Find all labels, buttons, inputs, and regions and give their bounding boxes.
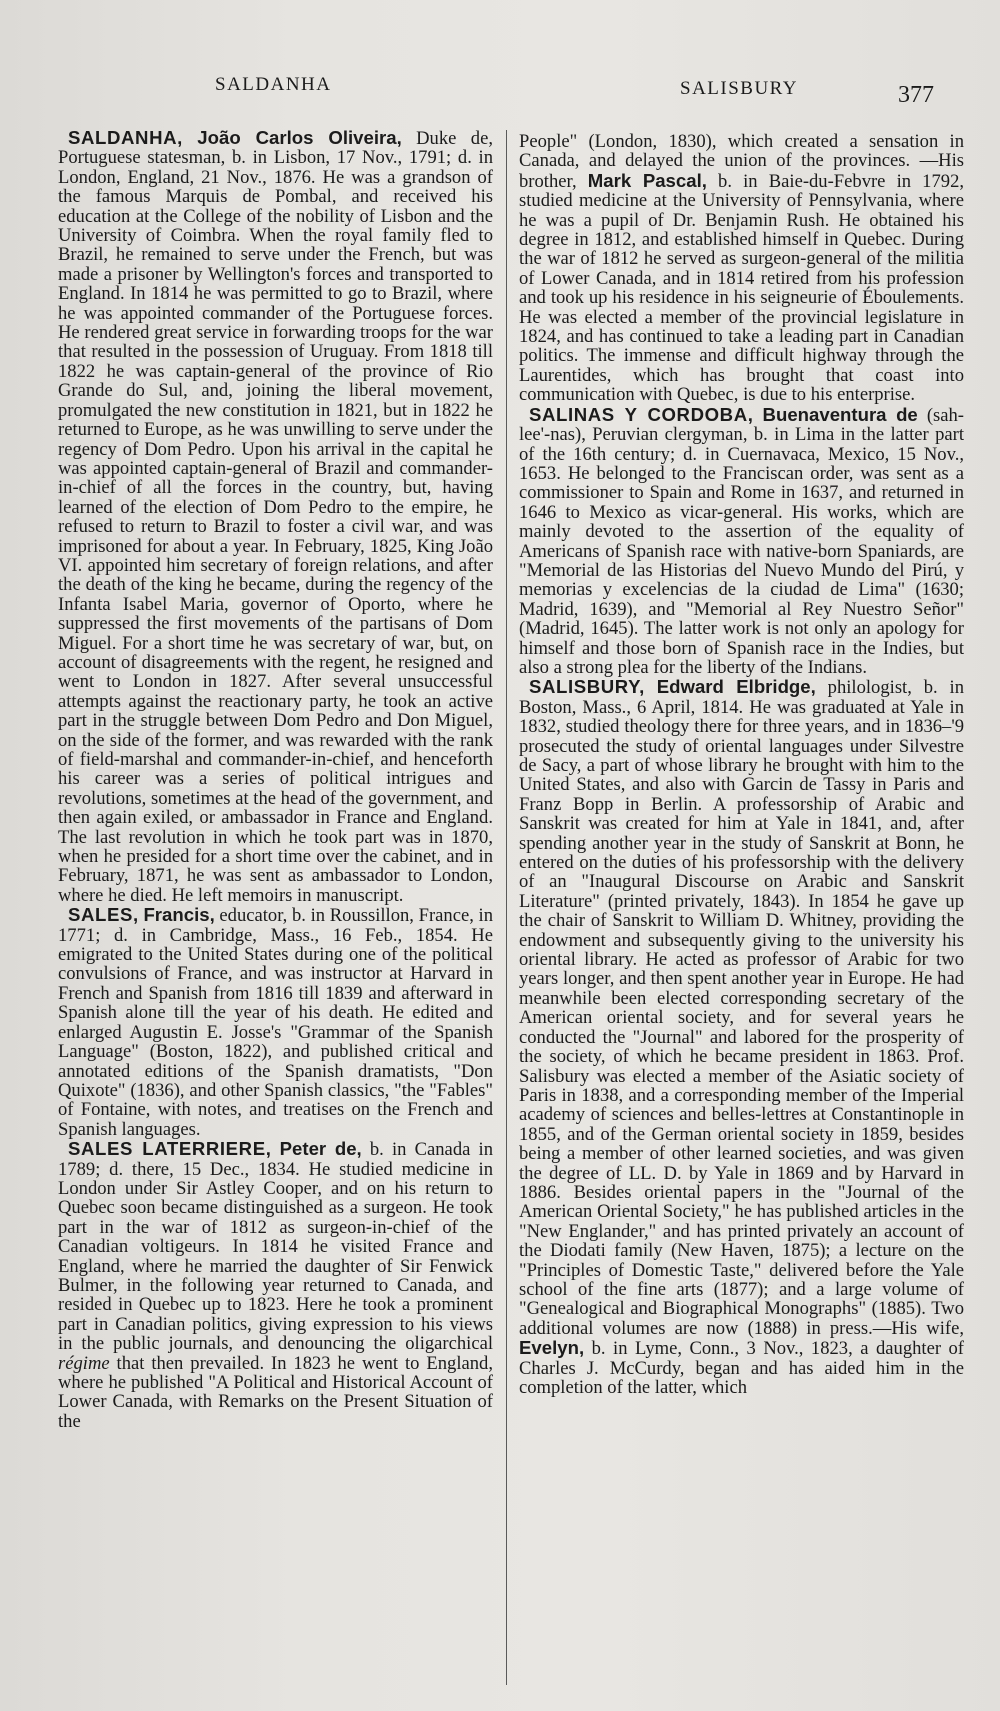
forename-salisbury: Edward Elbridge,	[656, 676, 816, 698]
forename-saldanha: João Carlos Oliveira,	[197, 127, 402, 148]
text-salisbury-1: philologist, b. in Boston, Mass., 6 April, 1814. He was graduated at Yale in 1832, studied theology there for three years, and in 1836–'9 prosecuted the study of oriental languages under Silvestre de Sacy, a part of whose library he brought with him to the United States, and also with Garcin de Tassy in Paris and Franz Bopp in Berlin. A professorship of Arabic and Sanskrit was created for him at Yale in 1841, and, after spending another year in the study of Sanskrit at Bonn, he entered on the duties of his professorship with the delivery of an "Inaugural Discourse on Arabic and Sanskrit Literature" (printed privately, 1843). In 1854 he gave up the chair of Sanskrit to William D. Whitney, providing the endowment and subsequently giving to the university his oriental library. He acted as professor of Arabic for two years longer, and then spent another year in Europe. He had meanwhile been elected corresponding secretary of the American oriental society, and for several years he conducted the "Journal" and labored for the prosperity of the society, of which he became president in 1863. Prof. Salisbury was elected a member of the Asiatic society of Paris in 1838, and a corresponding member of the Imperial academy of sciences and belles-lettres at Constantinople in 1855, and of the German oriental society in 1859, besides being a member of other learned societies, and was given the degree of LL. D. by Yale in 1869 and by Harvard in 1886. Besides oriental papers in the "Journal of the American Oriental Society," he has published articles in the "New Englander," and has printed privately an account of the Diodati family (New Haven, 1875); a lecture on the "Principles of Domestic Taste," delivered before the Yale school of the fine arts (1877); and a large volume of "Genealogical and Biographical Monographs" (1885). Two additional volumes are now (1888) in press.—His wife,	[519, 677, 964, 1339]
text-laterriere-cont-1: People" (London, 1830), which created a sensation in Canada, and delayed the union of the provinces. —His brother,	[519, 131, 964, 192]
entry-sales-laterriere	[58, 1139, 493, 1431]
page-number: 377	[898, 82, 934, 108]
forename-salinas: Buenaventura de	[762, 403, 918, 425]
entry-saldanha	[58, 128, 493, 905]
forename-sales: Francis,	[143, 904, 215, 926]
running-head	[0, 74, 1000, 108]
text-salinas: (sah-lee'-nas), Peruvian clergyman, b. in Lima in the latter part of the 16th century; d. in Cuernavaca, Mexico, 15 Nov., 1653. He belonged to the Franciscan order, was sent as a commissioner to Spain and Rome in 1637, and returned in 1646 to Mexico as vicar-general. His works, which are mainly devoted to the assertion of the equality of Americans of Spanish race with native-born Spaniards, are "Memorial de las Historias del Nuevo Mundo del Pirú, y memorias y excelencias de la ciudad de Lima" (1630; Madrid, 1639), and "Memorial al Rey Nuestro Señor" (Madrid, 1645). The latter work is not only an apology for himself and those born of Spanish race in the Indies, but also a strong plea for the liberty of the Indians.	[519, 404, 964, 678]
running-head-right: SALISBURY	[680, 78, 799, 99]
text-columns	[58, 128, 964, 1688]
headword-saldanha: SALDANHA,	[68, 127, 183, 148]
column-divider	[506, 130, 507, 1685]
headword-sales: SALES,	[68, 904, 139, 926]
headword-sales-laterriere: SALES LATERRIERE,	[68, 1138, 272, 1160]
name-evelyn: Evelyn,	[519, 1337, 585, 1359]
entry-salisbury	[519, 677, 964, 1397]
entry-sales-laterriere-continued	[519, 132, 964, 405]
entry-salinas	[519, 405, 964, 678]
headword-salisbury: SALISBURY,	[529, 676, 645, 698]
text-sales-laterriere-2: that then prevailed. In 1823 he went to England, where he published "A Political and Historical Account of Lower Canada, with Remarks on the Present Situation of the	[58, 1352, 493, 1432]
text-sales-laterriere-italic: régime	[58, 1352, 110, 1374]
right-column	[519, 132, 964, 1397]
entry-sales	[58, 905, 493, 1139]
text-saldanha: Duke de, Portuguese statesman, b. in Lisbon, 17 Nov., 1791; d. in London, England, 21 Nov., 1876. He was a grandson of the famous Marquis de Pombal, and received his education at the College of the nobility of Lisbon and the University of Coimbra. When the royal family fled to Brazil, he remained to serve under the French, but was made a prisoner by Wellington's forces and transported to England. In 1814 he was permitted to go to Brazil, where he was appointed commander of the Portuguese forces. He rendered great service in forwarding troops for the war that resulted in the possession of Uruguay. From 1818 till 1822 he was captain-general of the province of Rio Grande do Sul, and, joining the liberal movement, promulgated the new constitution in 1821, but in 1822 he returned to Europe, as he was unwilling to serve under the regency of Dom Pedro. Upon his arrival in the capital he was appointed captain-general of Brazil and commander-in-chief of all the forces in the country, but, having learned of the election of Dom Pedro to the empire, he refused to return to Brazil to foster a civil war, and was imprisoned for about a year. In February, 1825, King João VI. appointed him secretary of foreign relations, and after the death of the king he became, during the regency of the Infanta Isabel Maria, governor of Oporto, where he suppressed the first movements of the partisans of Dom Miguel. For a short time he was secretary of war, but, on account of disagreements with the regent, he resigned and went to London in 1827. After several unsuccessful attempts against the reactionary party, he took an active part in the struggle between Dom Pedro and Don Miguel, on the side of the former, and was rewarded with the rank of field-marshal and commander-in-chief, and henceforth his career was a series of political intrigues and revolutions, sometimes at the head of the government, and then again exiled, or ambassador in France and England. The last revolution in which he took part was in 1870, when he presided for a short time over the cabinet, and in February, 1871, he was sent as ambassador to London, where he died. He left memoirs in manuscript.	[58, 128, 493, 906]
name-mark-pascal: Mark Pascal,	[587, 169, 707, 191]
text-sales: educator, b. in Roussillon, France, in 1771; d. in Cambridge, Mass., 16 Feb., 1854. He emigrated to the United States during one of the political convulsions of France, and was instructor at Harvard in French and Spanish from 1816 till 1839 and afterward in Spanish alone till the year of his death. He edited and enlarged Augustin E. Josse's "Grammar of the Spanish Language" (Boston, 1822), and published critical and annotated editions of the Spanish dramatists, "Don Quixote" (1836), and other Spanish classics, "the "Fables" of Fontaine, with notes, and treatises on the French and Spanish languages.	[58, 905, 493, 1140]
forename-sales-laterriere: Peter de,	[279, 1138, 362, 1160]
text-sales-laterriere-1: b. in Canada in 1789; d. there, 15 Dec., 1834. He studied medicine in London under Sir Astley Cooper, and on his return to Quebec soon became distinguished as a surgeon. He took part in the war of 1812 as surgeon-in-chief of the Canadian voltigeurs. In 1814 he visited France and England, where he married the daughter of Sir Fenwick Bulmer, in the following year returned to Canada, and resided in Quebec up to 1823. Here he took a prominent part in Canadian politics, giving expression to his views in the public journals, and denouncing the oligarchical	[58, 1139, 493, 1355]
text-laterriere-cont-2: b. in Baie-du-Febvre in 1792, studied medicine at the University of Pennsylvania, where he was a pupil of Dr. Benjamin Rush. He obtained his degree in 1812, and established himself in Quebec. During the war of 1812 he served as surgeon-general of the militia of Lower Canada, and in 1814 retired from his profession and took up his residence in his seigneurie of Éboulements. He was elected a member of the provincial legislature in 1824, and has continued to take a leading part in Canadian politics. The immense and difficult highway through the Laurentides, which has brought that coast into communication with Quebec, is due to his enterprise.	[519, 170, 965, 406]
running-head-left: SALDANHA	[215, 74, 332, 95]
left-column	[58, 128, 493, 1431]
text-salisbury-2: b. in Lyme, Conn., 3 Nov., 1823, a daughter of Charles J. McCurdy, began and has aided him in the completion of the latter, which	[519, 1338, 964, 1398]
headword-salinas: SALINAS Y CORDOBA,	[529, 403, 754, 425]
